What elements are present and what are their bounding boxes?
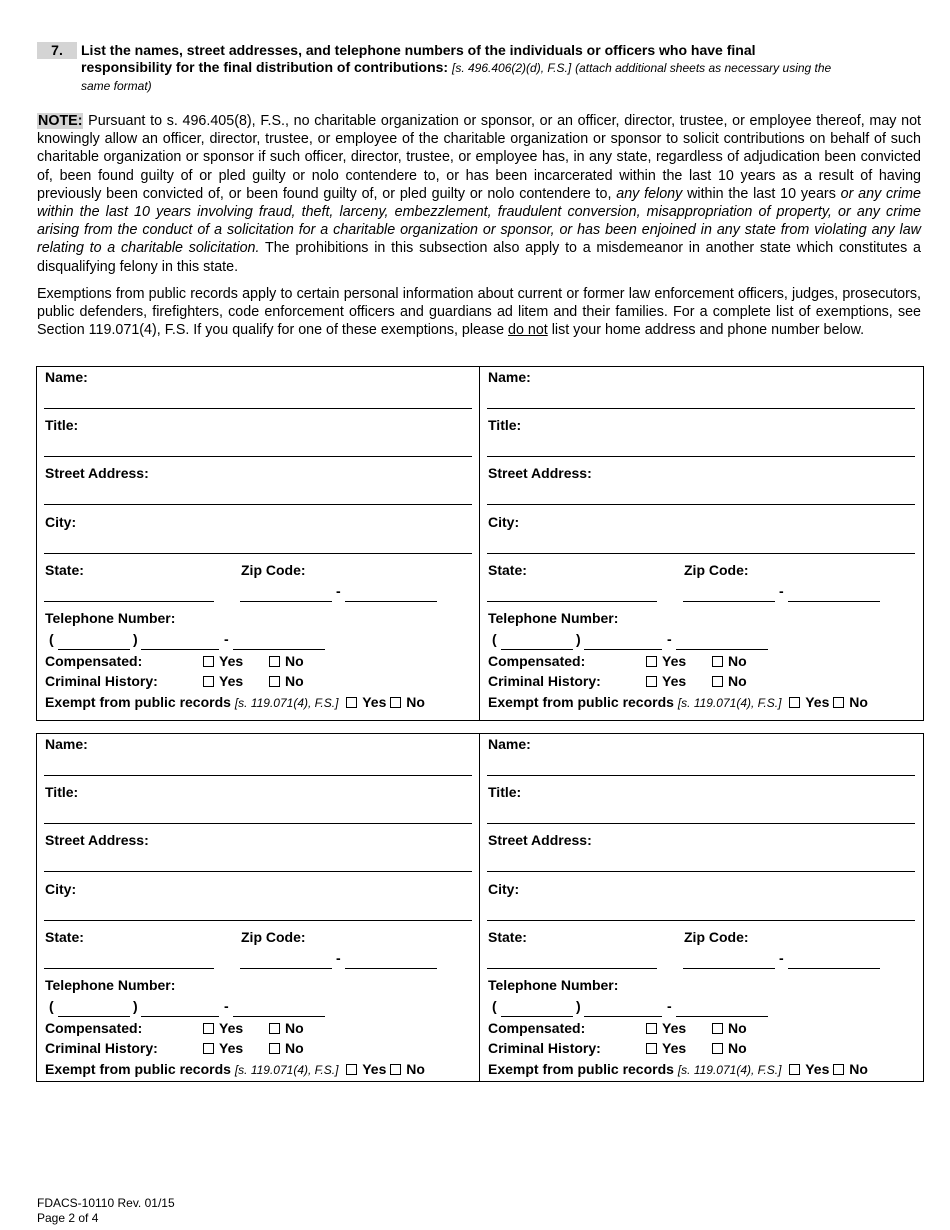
yes-label: Yes — [662, 673, 687, 689]
yes-label: Yes — [805, 694, 830, 710]
exempt-yes-option[interactable] — [346, 694, 386, 710]
name-field[interactable] — [44, 408, 472, 409]
no-label: No — [728, 653, 747, 669]
question-number: 7. — [37, 42, 77, 59]
checkbox-icon[interactable] — [789, 1064, 800, 1075]
area-code-field[interactable] — [58, 649, 130, 650]
checkbox-icon[interactable] — [789, 697, 800, 708]
phone-prefix-field[interactable] — [584, 1016, 662, 1017]
checkbox-icon[interactable] — [712, 1023, 723, 1034]
phone-line-field[interactable] — [233, 1016, 325, 1017]
state-label: State: — [45, 929, 84, 945]
question-7 — [37, 42, 917, 95]
no-label: No — [849, 1061, 868, 1077]
note-italic-2: or any crime within the last 10 years involving fraud, theft, larceny, embezzlement, fraudulent conversion, misappropriation of property, or any crime arising from the conduct of a solicitation for a charitable organization or sponsor, or has been enjoined in any state from violating any law relating to a charitable solicitation. — [37, 185, 921, 257]
yes-label: Yes — [662, 653, 687, 669]
entry-4-box — [479, 733, 924, 1082]
checkbox-icon[interactable] — [203, 656, 214, 667]
no-label: No — [728, 1040, 747, 1056]
exempt-no-option[interactable] — [390, 694, 425, 710]
street-address-label: Street Address: — [45, 465, 149, 481]
phone-line-field[interactable] — [233, 649, 325, 650]
checkbox-icon[interactable] — [346, 697, 357, 708]
phone-dash: - — [667, 998, 672, 1014]
phone-close-paren: ) — [133, 631, 138, 647]
zip-code-label: Zip Code: — [241, 562, 306, 578]
criminal-no-option[interactable] — [712, 673, 747, 689]
criminal-history-label: Criminal History: — [45, 673, 158, 689]
question-attach-note-1: (attach additional sheets as necessary using the — [575, 61, 832, 75]
entry-2-box — [479, 366, 924, 721]
compensated-label: Compensated: — [488, 1020, 586, 1036]
phone-open-paren: ( — [49, 631, 54, 647]
zip-code-field[interactable] — [683, 601, 775, 602]
checkbox-icon[interactable] — [390, 697, 401, 708]
zip-dash: - — [779, 583, 784, 599]
no-label: No — [406, 694, 425, 710]
title-label: Title: — [45, 417, 79, 433]
checkbox-icon[interactable] — [712, 656, 723, 667]
street-address-field[interactable] — [44, 871, 472, 872]
phone-line-field[interactable] — [676, 649, 768, 650]
compensated-no-option[interactable] — [269, 653, 304, 669]
checkbox-icon[interactable] — [269, 1043, 280, 1054]
compensated-yes-option[interactable] — [203, 653, 243, 669]
city-field[interactable] — [487, 920, 915, 921]
footer — [37, 1196, 175, 1226]
title-field[interactable] — [44, 823, 472, 824]
no-label: No — [285, 1020, 304, 1036]
exemptions-paragraph — [37, 285, 921, 340]
note-text-1: Pursuant to s. 496.405(8), F.S., no charitable organization or sponsor, or an officer, director, trustee, or employee thereof, may not knowingly allow an officer, director, trustee, or employee of the charitable organization or sponsor to solicit contributions on behalf of such charitable organization or sponsor if such officer, director, trustee, or employee has, in any state, regardless of adjudication been convicted of, been found guilty of or pled guilty or nolo contendere to, or has been incarcerated within the last 10 years as a result of having previously been convicted of, or been found guilty of, or pled guilty or nolo contendere to, — [37, 113, 921, 202]
entry-3-box — [36, 733, 480, 1082]
state-field[interactable] — [44, 601, 214, 602]
exempt-reference: [s. 119.071(4), F.S.] — [677, 696, 782, 710]
zip-code-field[interactable] — [683, 968, 775, 969]
name-label: Name: — [488, 736, 531, 752]
exempt-row — [45, 694, 425, 710]
state-field[interactable] — [487, 968, 657, 969]
phone-line-field[interactable] — [676, 1016, 768, 1017]
no-label: No — [285, 673, 304, 689]
criminal-yes-option[interactable] — [646, 1040, 686, 1056]
exemptions-underline: do not — [508, 322, 548, 339]
exempt-row — [45, 1061, 425, 1077]
phone-dash: - — [224, 631, 229, 647]
page-number: Page 2 of 4 — [37, 1211, 99, 1225]
checkbox-icon[interactable] — [712, 1043, 723, 1054]
name-label: Name: — [488, 369, 531, 385]
area-code-field[interactable] — [501, 1016, 573, 1017]
compensated-yes-option[interactable] — [203, 1020, 243, 1036]
exempt-row — [488, 1061, 868, 1077]
exempt-label: Exempt from public records — [488, 1061, 674, 1077]
yes-label: Yes — [805, 1061, 830, 1077]
zip-extension-field[interactable] — [345, 968, 437, 969]
phone-open-paren: ( — [49, 998, 54, 1014]
title-field[interactable] — [44, 456, 472, 457]
zip-code-label: Zip Code: — [241, 929, 306, 945]
checkbox-icon[interactable] — [346, 1064, 357, 1075]
no-label: No — [285, 1040, 304, 1056]
checkbox-icon[interactable] — [646, 1043, 657, 1054]
exemptions-text-2: list your home address and phone number below. — [547, 322, 865, 339]
exempt-yes-option[interactable] — [789, 694, 829, 710]
no-label: No — [728, 1020, 747, 1036]
yes-label: Yes — [662, 1040, 687, 1056]
street-address-label: Street Address: — [45, 832, 149, 848]
phone-close-paren: ) — [576, 998, 581, 1014]
name-label: Name: — [45, 369, 88, 385]
checkbox-icon[interactable] — [646, 1023, 657, 1034]
telephone-label: Telephone Number: — [488, 977, 619, 993]
city-field[interactable] — [44, 553, 472, 554]
criminal-history-label: Criminal History: — [488, 1040, 601, 1056]
phone-dash: - — [667, 631, 672, 647]
checkbox-icon[interactable] — [712, 676, 723, 687]
exempt-no-option[interactable] — [833, 694, 868, 710]
exempt-no-option[interactable] — [833, 1061, 868, 1077]
checkbox-icon[interactable] — [833, 1064, 844, 1075]
question-heading-2: responsibility for the final distribution of contributions: — [81, 59, 449, 75]
no-label: No — [285, 653, 304, 669]
compensated-no-option[interactable] — [712, 1020, 747, 1036]
phone-prefix-field[interactable] — [584, 649, 662, 650]
title-field[interactable] — [487, 456, 915, 457]
street-address-field[interactable] — [487, 504, 915, 505]
title-label: Title: — [488, 784, 522, 800]
title-label: Title: — [488, 417, 522, 433]
no-label: No — [728, 673, 747, 689]
name-field[interactable] — [487, 408, 915, 409]
name-field[interactable] — [44, 775, 472, 776]
note-text-2: within the last 10 years — [682, 185, 841, 202]
criminal-no-option[interactable] — [269, 673, 304, 689]
criminal-yes-option[interactable] — [646, 673, 686, 689]
form-id: FDACS-10110 Rev. 01/15 — [37, 1196, 175, 1210]
zip-extension-field[interactable] — [345, 601, 437, 602]
state-label: State: — [488, 929, 527, 945]
question-heading-1: List the names, street addresses, and telephone numbers of the individuals or officers who have final — [81, 42, 756, 58]
street-address-field[interactable] — [487, 871, 915, 872]
zip-code-field[interactable] — [240, 601, 332, 602]
yes-label: Yes — [219, 673, 244, 689]
yes-label: Yes — [362, 1061, 387, 1077]
state-label: State: — [488, 562, 527, 578]
city-field[interactable] — [44, 920, 472, 921]
checkbox-icon[interactable] — [203, 1023, 214, 1034]
exempt-reference: [s. 119.071(4), F.S.] — [677, 1063, 782, 1077]
city-label: City: — [45, 881, 77, 897]
checkbox-icon[interactable] — [646, 676, 657, 687]
city-label: City: — [45, 514, 77, 530]
state-field[interactable] — [44, 968, 214, 969]
criminal-no-option[interactable] — [712, 1040, 747, 1056]
state-label: State: — [45, 562, 84, 578]
zip-code-field[interactable] — [240, 968, 332, 969]
yes-label: Yes — [662, 1020, 687, 1036]
exempt-label: Exempt from public records — [488, 694, 674, 710]
criminal-no-option[interactable] — [269, 1040, 304, 1056]
compensated-yes-option[interactable] — [646, 653, 686, 669]
compensated-no-option[interactable] — [269, 1020, 304, 1036]
note-text-3: The prohibitions in this subsection also apply to a misdemeanor in another state which constitutes a disqualifying felony in this state. — [37, 240, 921, 275]
zip-code-label: Zip Code: — [684, 562, 749, 578]
phone-prefix-field[interactable] — [141, 1016, 219, 1017]
zip-extension-field[interactable] — [788, 601, 880, 602]
compensated-yes-option[interactable] — [646, 1020, 686, 1036]
phone-prefix-field[interactable] — [141, 649, 219, 650]
phone-open-paren: ( — [492, 631, 497, 647]
street-address-field[interactable] — [44, 504, 472, 505]
criminal-history-label: Criminal History: — [45, 1040, 158, 1056]
phone-dash: - — [224, 998, 229, 1014]
title-field[interactable] — [487, 823, 915, 824]
city-field[interactable] — [487, 553, 915, 554]
checkbox-icon[interactable] — [269, 656, 280, 667]
compensated-label: Compensated: — [45, 1020, 143, 1036]
entry-1-box — [36, 366, 480, 721]
exemptions-text-1: Exemptions from public records apply to certain personal information about current or former law enforcement officers, judges, prosecutors, public defenders, firefighters, code enforcement officers and guardians ad litem and their families. For a complete list of exemptions, see Section 119.071(4), F.S. If you qualify for one of these exemptions, please — [37, 286, 921, 339]
title-label: Title: — [45, 784, 79, 800]
checkbox-icon[interactable] — [203, 1043, 214, 1054]
criminal-yes-option[interactable] — [203, 1040, 243, 1056]
exempt-reference: [s. 119.071(4), F.S.] — [234, 696, 339, 710]
yes-label: Yes — [219, 1020, 244, 1036]
phone-open-paren: ( — [492, 998, 497, 1014]
question-attach-note-2: same format) — [81, 79, 152, 93]
no-label: No — [849, 694, 868, 710]
checkbox-icon[interactable] — [390, 1064, 401, 1075]
checkbox-icon[interactable] — [646, 656, 657, 667]
exempt-label: Exempt from public records — [45, 694, 231, 710]
exempt-yes-option[interactable] — [789, 1061, 829, 1077]
checkbox-icon[interactable] — [269, 676, 280, 687]
name-field[interactable] — [487, 775, 915, 776]
zip-extension-field[interactable] — [788, 968, 880, 969]
zip-code-label: Zip Code: — [684, 929, 749, 945]
criminal-yes-option[interactable] — [203, 673, 243, 689]
checkbox-icon[interactable] — [833, 697, 844, 708]
note-paragraph — [37, 112, 921, 276]
zip-dash: - — [336, 583, 341, 599]
name-label: Name: — [45, 736, 88, 752]
question-reference: [s. 496.406(2)(d), F.S.] — [452, 61, 572, 75]
exempt-no-option[interactable] — [390, 1061, 425, 1077]
phone-close-paren: ) — [576, 631, 581, 647]
yes-label: Yes — [219, 653, 244, 669]
zip-dash: - — [336, 950, 341, 966]
exempt-reference: [s. 119.071(4), F.S.] — [234, 1063, 339, 1077]
checkbox-icon[interactable] — [203, 676, 214, 687]
phone-close-paren: ) — [133, 998, 138, 1014]
state-field[interactable] — [487, 601, 657, 602]
compensated-label: Compensated: — [45, 653, 143, 669]
compensated-label: Compensated: — [488, 653, 586, 669]
checkbox-icon[interactable] — [269, 1023, 280, 1034]
telephone-label: Telephone Number: — [488, 610, 619, 626]
note-tag: NOTE: — [38, 113, 83, 129]
street-address-label: Street Address: — [488, 832, 592, 848]
exempt-label: Exempt from public records — [45, 1061, 231, 1077]
city-label: City: — [488, 514, 520, 530]
exempt-row — [488, 694, 868, 710]
criminal-history-label: Criminal History: — [488, 673, 601, 689]
telephone-label: Telephone Number: — [45, 610, 176, 626]
area-code-field[interactable] — [501, 649, 573, 650]
exempt-yes-option[interactable] — [346, 1061, 386, 1077]
area-code-field[interactable] — [58, 1016, 130, 1017]
note-italic-1: any felony — [616, 185, 683, 202]
no-label: No — [406, 1061, 425, 1077]
compensated-no-option[interactable] — [712, 653, 747, 669]
yes-label: Yes — [362, 694, 387, 710]
zip-dash: - — [779, 950, 784, 966]
street-address-label: Street Address: — [488, 465, 592, 481]
city-label: City: — [488, 881, 520, 897]
telephone-label: Telephone Number: — [45, 977, 176, 993]
yes-label: Yes — [219, 1040, 244, 1056]
